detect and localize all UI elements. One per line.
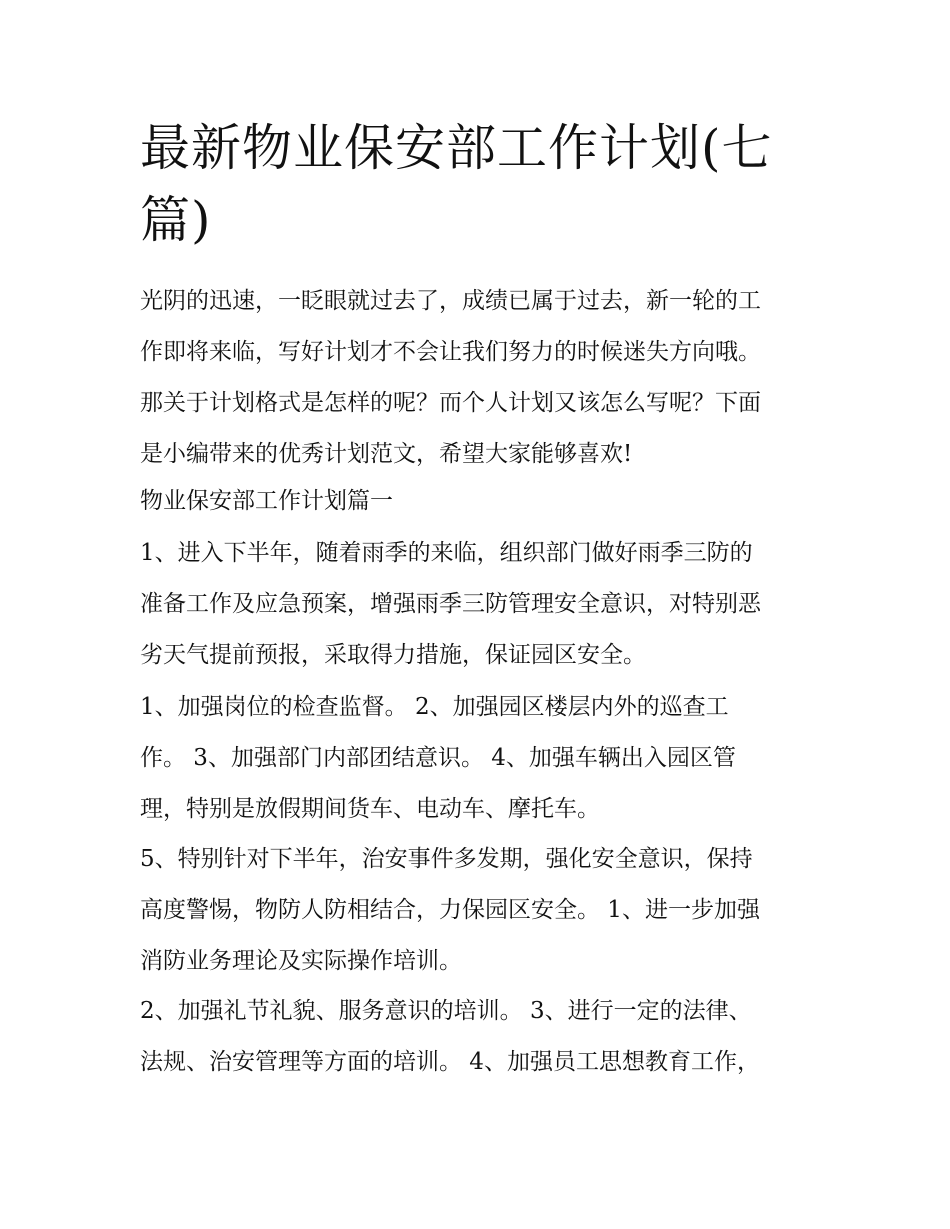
text-line: 劣天气提前预报，采取得力措施，保证园区安全。: [140, 642, 646, 668]
text-line: 是小编带来的优秀计划范文，希望大家能够喜欢!: [140, 441, 633, 467]
plan-paragraph: [140, 528, 830, 681]
text-line: 作。 3、加强部门内部团结意识。 4、加强车辆出入园区管: [140, 745, 736, 771]
text-line: 1、进入下半年，随着雨季的来临，组织部门做好雨季三防的: [140, 540, 753, 566]
document-title: [140, 112, 820, 256]
text-line: 5、特别针对下半年，治安事件多发期，强化安全意识，保持: [140, 846, 753, 872]
text-line: 消防业务理论及实际操作培训。: [140, 948, 462, 974]
text-line: 法规、治安管理等方面的培训。 4、加强员工思想教育工作，: [140, 1049, 760, 1075]
text-line: 作即将来临，写好计划才不会让我们努力的时候迷失方向哦。: [140, 339, 761, 365]
plan-paragraph: [140, 682, 830, 835]
text-line: 1、加强岗位的检查监督。 2、加强园区楼层内外的巡查工: [140, 694, 729, 720]
title-line: 最新物业保安部工作计划(七: [140, 119, 773, 177]
intro-paragraph: [140, 276, 830, 480]
text-line: 物业保安部工作计划篇一: [140, 488, 393, 514]
text-line: 准备工作及应急预案，增强雨季三防管理安全意识，对特别恶: [140, 591, 761, 617]
section-heading: [140, 476, 830, 527]
text-line: 那关于计划格式是怎样的呢？而个人计划又该怎么写呢？下面: [140, 390, 761, 416]
text-line: 理，特别是放假期间货车、电动车、摩托车。: [140, 796, 600, 822]
text-line: 高度警惕，物防人防相结合，力保园区安全。 1、进一步加强: [140, 897, 760, 923]
text-line: 光阴的迅速，一眨眼就过去了，成绩已属于过去，新一轮的工: [140, 288, 761, 314]
plan-paragraph: [140, 986, 830, 1088]
plan-paragraph: [140, 834, 830, 987]
title-line: 篇): [140, 191, 212, 249]
text-line: 2、加强礼节礼貌、服务意识的培训。 3、进行一定的法律、: [140, 998, 752, 1024]
